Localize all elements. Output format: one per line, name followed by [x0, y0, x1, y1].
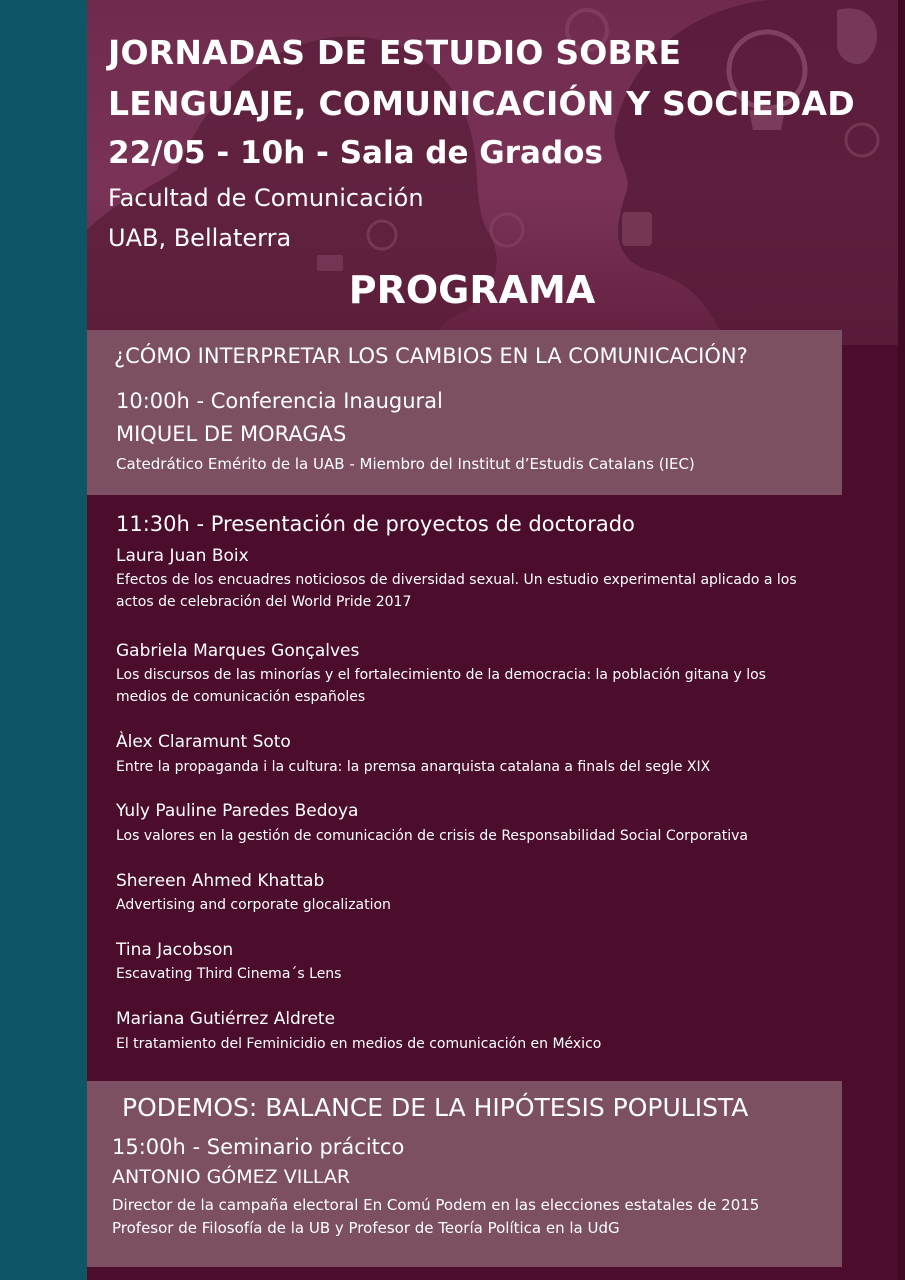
event-university: UAB, Bellaterra — [108, 224, 292, 252]
presenter-topic: Entre la propaganda i la cultura: la premsa anarquista catalana a finals del segle XIX — [116, 759, 711, 775]
presenter-name: Gabriela Marques Gonçalves — [116, 641, 360, 661]
event-title-line2: LENGUAJE, COMUNICACIÓN Y SOCIEDAD — [108, 84, 855, 123]
section3-role-line2: Profesor de Filosofía de la UB y Profesor de Teoría Política en la UdG — [112, 1219, 620, 1237]
presenter-topic-cont: actos de celebración del World Pride 2017 — [116, 594, 412, 610]
section1-heading: ¿CÓMO INTERPRETAR LOS CAMBIOS EN LA COMUNICACIÓN? — [114, 344, 748, 368]
right-edge-band — [898, 0, 905, 1280]
presenter-name: Mariana Gutiérrez Aldrete — [116, 1009, 336, 1029]
section1-speaker: MIQUEL DE MORAGAS — [116, 422, 347, 446]
presenter-topic: Los valores en la gestión de comunicación de crisis de Responsabilidad Social Corporativa — [116, 828, 748, 844]
event-title-line1: JORNADAS DE ESTUDIO SOBRE — [108, 33, 682, 72]
presenter-name: Laura Juan Boix — [116, 546, 249, 566]
presenter-topic: Los discursos de las minorías y el fortalecimiento de la democracia: la población gitana y los — [116, 667, 766, 683]
presenter-name: Yuly Pauline Paredes Bedoya — [116, 801, 359, 821]
event-faculty: Facultad de Comunicación — [108, 184, 424, 212]
section1-time: 10:00h - Conferencia Inaugural — [116, 389, 443, 413]
presenter-name: Àlex Claramunt Soto — [116, 732, 291, 752]
presenter-topic: Escavating Third Cinema´s Lens — [116, 966, 342, 982]
presenter-topic: Advertising and corporate glocalization — [116, 897, 391, 913]
section3-heading: PODEMOS: BALANCE DE LA HIPÓTESIS POPULISTA — [122, 1093, 749, 1122]
presenter-topic-cont: medios de comunicación españoles — [116, 689, 366, 705]
event-date-place: 22/05 - 10h - Sala de Grados — [108, 135, 603, 171]
section3-speaker: ANTONIO GÓMEZ VILLAR — [112, 1166, 351, 1188]
section1-role: Catedrático Emérito de la UAB - Miembro del Institut d’Estudis Catalans (IEC) — [116, 455, 695, 473]
section2-time: 11:30h - Presentación de proyectos de doctorado — [116, 512, 635, 536]
presenter-name: Tina Jacobson — [116, 940, 234, 960]
programa-heading: PROGRAMA — [348, 268, 596, 312]
presenter-name: Shereen Ahmed Khattab — [116, 871, 325, 891]
presenter-topic: Efectos de los encuadres noticiosos de diversidad sexual. Un estudio experimental aplicado a los — [116, 572, 797, 588]
presenter-topic: El tratamiento del Feminicidio en medios de comunicación en México — [116, 1036, 602, 1052]
left-color-band — [0, 0, 87, 1280]
section3-time: 15:00h - Seminario prácitco — [112, 1135, 405, 1159]
section3-role-line1: Director de la campaña electoral En Comú Podem en las elecciones estatales de 2015 — [112, 1196, 760, 1214]
